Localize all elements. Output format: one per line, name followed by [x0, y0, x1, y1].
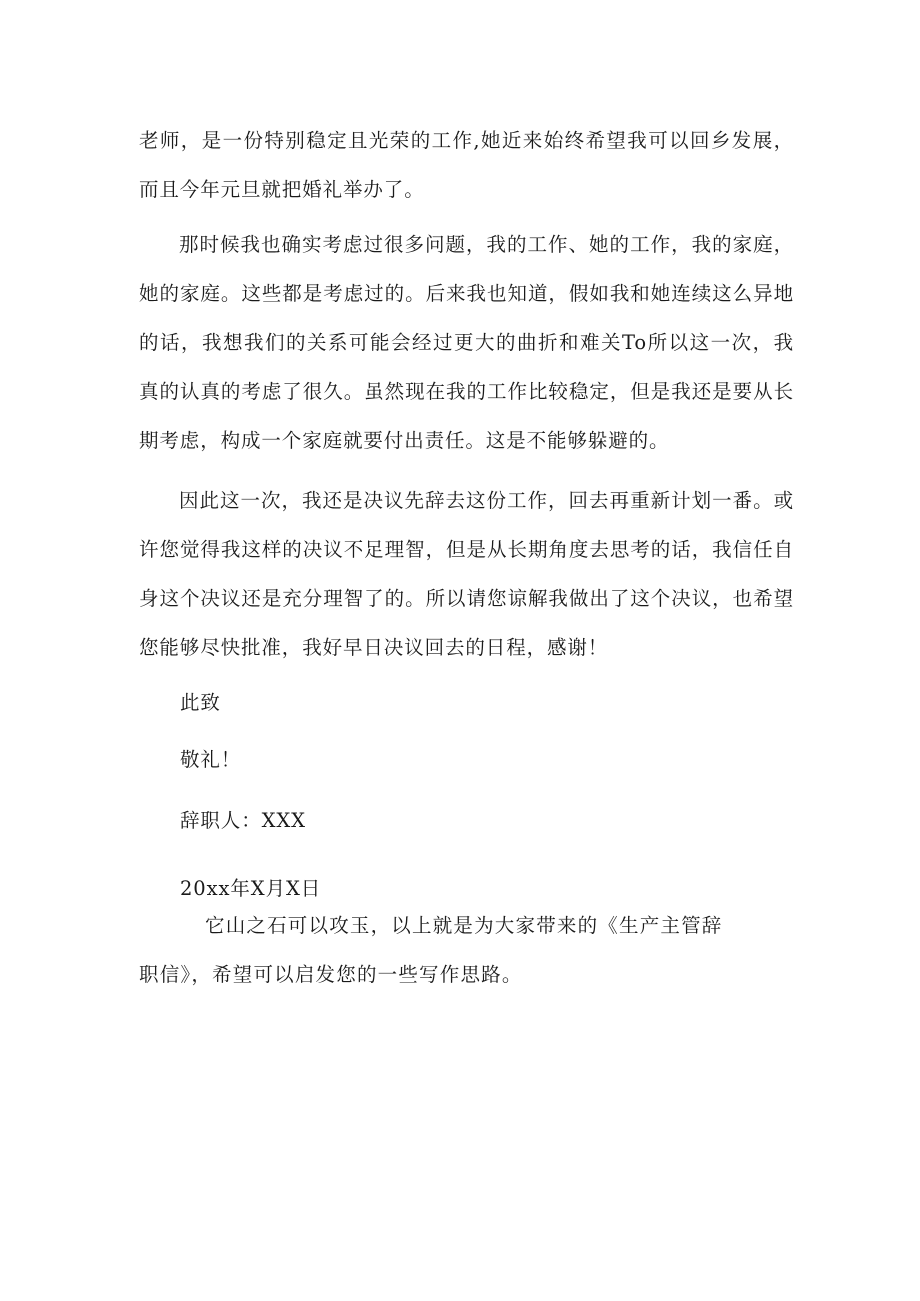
body-paragraph-1: 老师，是一份特别稳定且光荣的工作,她近来始终希望我可以回乡发展，而且今年元旦就把婚礼举办了。	[139, 129, 794, 201]
salutation-text: 此致	[180, 691, 221, 714]
signature-text: 辞职人：XXX	[180, 809, 306, 832]
body-paragraph-2: 那时候我也确实考虑过很多问题，我的工作、她的工作，我的家庭，她的家庭。这些都是考虑过的。后来我也知道，假如我和她连续这么异地的话，我想我们的关系可能会经过更大的曲折和难关To所以这一次，我真的认真的考虑了很久。虽然现在我的工作比较稳定，但是我还是要从长期考虑，构成一个家庭就要付出责任。这是不能够躲避的。	[139, 233, 794, 452]
closing-note: 它山之石可以攻玉，以上就是为大家带来的《生产主管辞职信》，希望可以启发您的一些写作思路。	[139, 914, 723, 986]
regards-text: 敬礼！	[180, 748, 242, 771]
date-text: 20xx年X月X日	[180, 877, 322, 900]
body-paragraph-3: 因此这一次，我还是决议先辞去这份工作，回去再重新计划一番。或许您觉得我这样的决议不足理智，但是从长期角度去思考的话，我信任自身这个决议还是充分理智了的。所以请您谅解我做出了这个决议，也希望您能够尽快批准，我好早日决议回去的日程，感谢！	[139, 489, 794, 659]
